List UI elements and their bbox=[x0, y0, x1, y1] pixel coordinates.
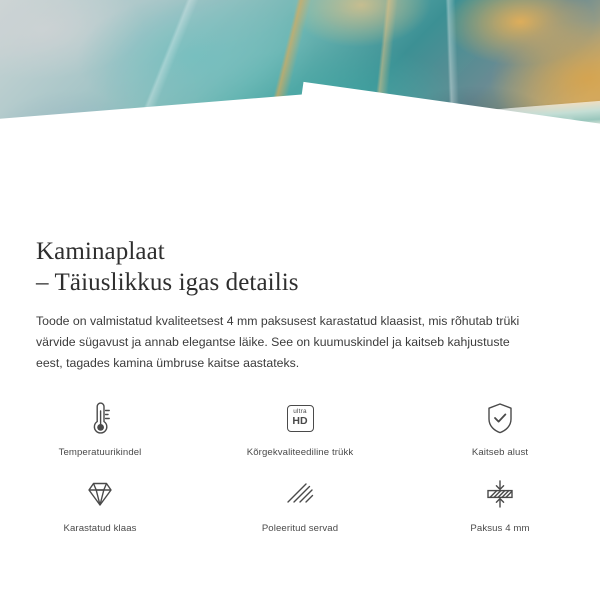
thermometer-icon bbox=[83, 398, 117, 438]
feature-high-quality-print bbox=[200, 398, 400, 474]
shield-check-icon bbox=[483, 398, 517, 438]
ultra-hd-icon bbox=[287, 398, 314, 438]
page-title bbox=[0, 222, 600, 298]
feature-label: Temperatuurikindel bbox=[58, 447, 142, 458]
feature-label: Kõrgekvaliteediline trükk bbox=[246, 447, 354, 458]
ultra-hd-badge-top: ultra bbox=[293, 408, 307, 416]
feature-grid bbox=[0, 398, 600, 550]
hero-product-image bbox=[0, 0, 600, 222]
feature-polished-edges bbox=[200, 474, 400, 550]
feature-label: Poleeritud servad bbox=[261, 523, 339, 534]
thickness-icon bbox=[481, 474, 519, 514]
page-title-line-2: – Täiuslikkus igas detailis bbox=[36, 269, 299, 296]
product-description-text: Toode on valmistatud kvaliteetsest 4 mm paksusest karastatud klaasist, mis rõhutab trüki värvide sügavust ja annab elegantse läike. See on kuumuskindel ja kaitseb kahjustuste eest, tagades kamina ümbruse kaitse aastateks. bbox=[36, 314, 520, 370]
page-title-line-1: Kaminaplaat bbox=[36, 238, 165, 265]
hero-mask-bottom bbox=[0, 200, 600, 222]
feature-tempered-glass bbox=[0, 474, 200, 550]
content-block bbox=[0, 222, 600, 374]
feature-thickness bbox=[400, 474, 600, 550]
feature-temperature-resistant bbox=[0, 398, 200, 474]
diamond-icon bbox=[82, 474, 118, 514]
feature-label: Kaitseb alust bbox=[471, 447, 529, 458]
feature-label: Paksus 4 mm bbox=[470, 523, 530, 534]
ultra-hd-badge-bottom: HD bbox=[292, 415, 308, 428]
feature-protects-surface bbox=[400, 398, 600, 474]
polished-edges-icon bbox=[283, 474, 317, 514]
feature-label: Karastatud klaas bbox=[63, 523, 137, 534]
